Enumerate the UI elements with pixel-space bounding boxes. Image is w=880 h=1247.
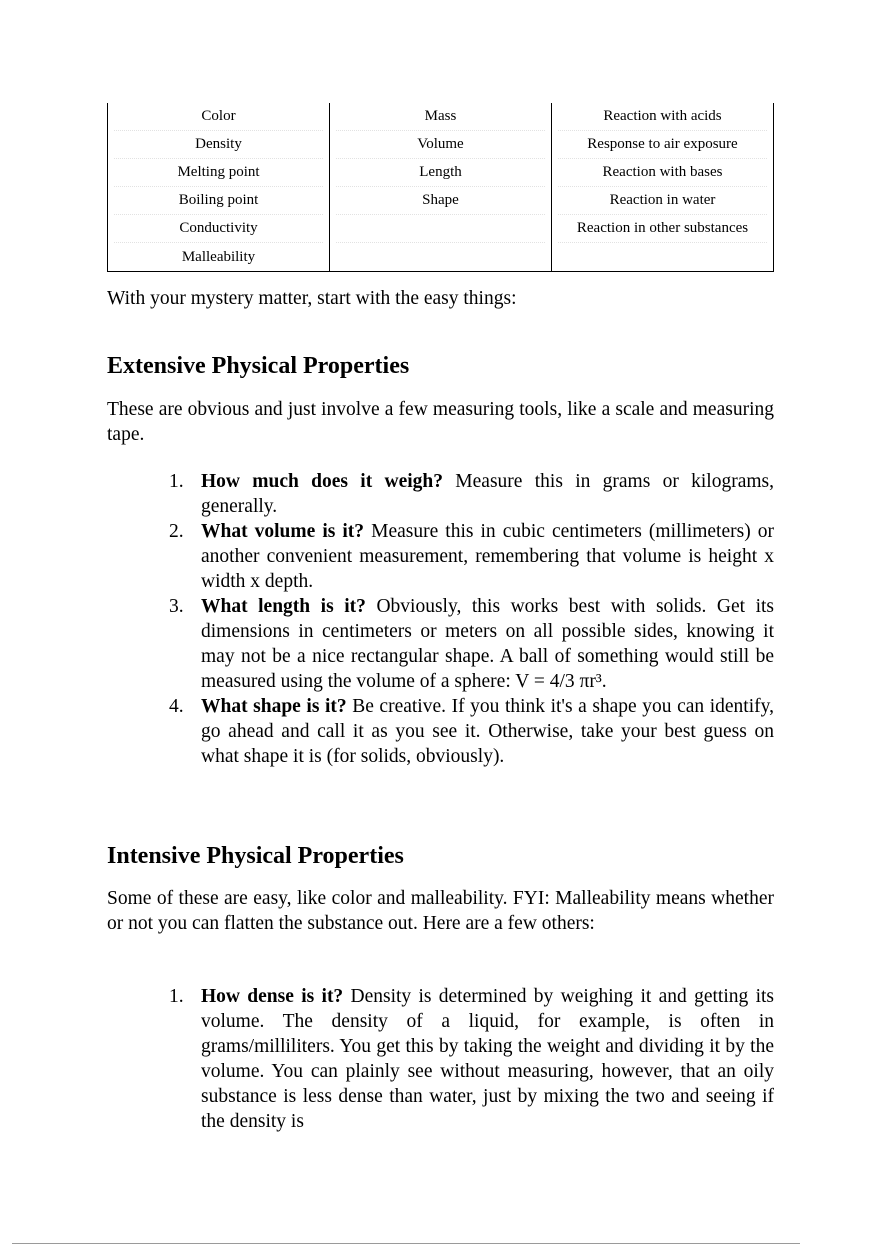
list-question: What length is it? (201, 596, 366, 617)
list-question: How dense is it? (201, 986, 344, 1007)
table-cell: Reaction in water (558, 187, 767, 215)
table-row (108, 103, 774, 131)
table-row (108, 187, 774, 215)
list-text: Obviously, this works best with solids. Get its dimensions in centimeters or meters on all possible sides, knowing it may not be a nice rectangular shape. A ball of something would still be measured using the volume of a sphere: V = 4/3 πr³. (201, 596, 775, 692)
table-row (108, 243, 774, 272)
list-question: What volume is it? (201, 521, 365, 542)
table-cell: Reaction with acids (558, 103, 767, 131)
list-number: 4. (169, 696, 184, 717)
list-number: 1. (169, 471, 184, 492)
list-item (107, 594, 774, 694)
table-cell: Color (114, 103, 323, 131)
table-row (108, 131, 774, 159)
properties-table (107, 103, 774, 272)
table-cell: Length (336, 159, 545, 187)
list-number: 3. (169, 596, 184, 617)
table-row (108, 159, 774, 187)
intro-paragraph: With your mystery matter, start with the easy things: (107, 288, 517, 309)
table-cell: Shape (336, 187, 545, 215)
list-item (107, 519, 774, 594)
intensive-heading: Intensive Physical Properties (107, 843, 404, 869)
table-cell: Melting point (114, 159, 323, 187)
list-item (107, 984, 774, 1134)
table-cell (336, 244, 545, 271)
intensive-paragraph: Some of these are easy, like color and malleability. FYI: Malleability means whether or not you can flatten the substance out. Here are a few others: (107, 888, 774, 934)
list-text: Measure this in grams or kilograms, generally. (201, 471, 775, 517)
table-cell: Density (114, 131, 323, 159)
list-item (107, 469, 774, 519)
list-number: 2. (169, 521, 184, 542)
table-cell: Reaction in other substances (558, 215, 767, 243)
intensive-list (107, 984, 774, 1134)
list-text: Measure this in cubic centimeters (millimeters) or another convenient measurement, remembering that volume is height x width x depth. (201, 521, 774, 592)
extensive-list (107, 469, 774, 769)
list-question: How much does it weigh? (201, 471, 444, 492)
table-cell: Response to air exposure (558, 131, 767, 159)
table-cell (336, 215, 545, 243)
table-cell: Reaction with bases (558, 159, 767, 187)
extensive-heading: Extensive Physical Properties (107, 353, 410, 379)
table-cell: Conductivity (114, 215, 323, 243)
extensive-paragraph: These are obvious and just involve a few measuring tools, like a scale and measuring tape. (107, 399, 774, 445)
table-cell: Boiling point (114, 187, 323, 215)
footer-divider (12, 1243, 800, 1244)
table-row (108, 215, 774, 243)
list-number: 1. (169, 986, 184, 1007)
list-text: Density is determined by weighing it and getting its volume. The density of a liquid, for example, is often in grams/milliliters. You get this by taking the weight and dividing it by the volume. You can plainly see without measuring, however, that an oily substance is less dense than water, just by mixing the two and seeing if the density is (201, 986, 774, 1132)
table-cell: Volume (336, 131, 545, 159)
list-item (107, 694, 774, 769)
table-cell: Malleability (181, 248, 256, 265)
table-cell: Mass (336, 103, 545, 131)
list-question: What shape is it? (201, 696, 347, 717)
table-cell (558, 244, 767, 271)
list-text: Be creative. If you think it's a shape you can identify, go ahead and call it as you see it. Otherwise, take your best guess on what shape it is (for solids, obviously). (201, 696, 774, 767)
